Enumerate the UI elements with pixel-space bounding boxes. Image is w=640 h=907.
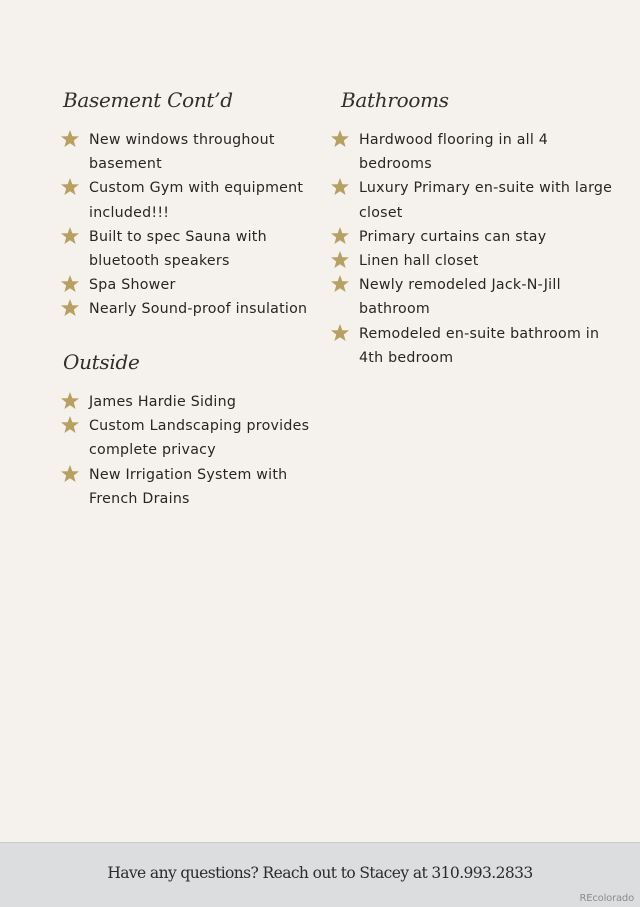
star-icon bbox=[330, 129, 350, 149]
star-icon bbox=[330, 250, 350, 270]
star-icon bbox=[60, 391, 80, 411]
star-icon bbox=[330, 274, 350, 294]
section-title-basement: Basement Cont’d bbox=[63, 88, 233, 112]
basement-list bbox=[60, 128, 322, 322]
list-item-text: Spa Shower bbox=[89, 277, 176, 294]
list-item bbox=[60, 128, 322, 176]
list-item-text: Hardwood flooring in all 4 bedrooms bbox=[359, 132, 549, 173]
star-icon bbox=[330, 177, 350, 197]
star-icon bbox=[60, 274, 80, 294]
list-item bbox=[60, 225, 322, 273]
star-icon bbox=[60, 298, 80, 318]
list-item bbox=[330, 322, 620, 370]
star-icon bbox=[60, 464, 80, 484]
list-item-text: Remodeled en-suite bathroom in 4th bedroom bbox=[359, 325, 600, 366]
footer-bar bbox=[0, 842, 640, 907]
star-icon bbox=[60, 415, 80, 435]
basement-section bbox=[60, 88, 322, 322]
list-item-text: Custom Landscaping provides complete privacy bbox=[89, 418, 310, 459]
star-icon bbox=[60, 226, 80, 246]
list-item bbox=[60, 297, 322, 321]
list-item bbox=[330, 249, 620, 273]
list-item-text: James Hardie Siding bbox=[89, 394, 237, 410]
list-item bbox=[60, 463, 322, 511]
list-item bbox=[60, 390, 322, 414]
outside-list bbox=[60, 390, 322, 511]
list-item-text: Nearly Sound-proof insulation bbox=[89, 301, 308, 318]
list-item-text: Luxury Primary en-suite with large closet bbox=[359, 180, 613, 221]
section-title-bathrooms: Bathrooms bbox=[341, 88, 449, 112]
list-item-text: Linen hall closet bbox=[359, 253, 479, 270]
list-item-text: New Irrigation System with French Drains bbox=[89, 466, 288, 507]
star-icon bbox=[60, 129, 80, 149]
list-item-text: Primary curtains can stay bbox=[359, 228, 547, 245]
list-item bbox=[330, 128, 620, 176]
section-title-outside: Outside bbox=[63, 350, 140, 374]
list-item-text: Custom Gym with equipment included!!! bbox=[89, 180, 304, 221]
list-item bbox=[60, 273, 322, 297]
list-item-text: New windows throughout basement bbox=[89, 132, 275, 173]
star-icon bbox=[60, 177, 80, 197]
list-item bbox=[60, 176, 322, 224]
contact-text: Have any questions? Reach out to Stacey at 310.993.2833 bbox=[107, 864, 533, 882]
outside-section bbox=[60, 350, 322, 511]
star-icon bbox=[330, 323, 350, 343]
list-item bbox=[330, 176, 620, 224]
bathrooms-section bbox=[330, 88, 620, 370]
list-item-text: Newly remodeled Jack-N-Jill bathroom bbox=[359, 277, 561, 318]
watermark: REcolorado bbox=[579, 893, 634, 904]
list-item bbox=[60, 414, 322, 462]
list-item bbox=[330, 273, 620, 321]
list-item bbox=[330, 225, 620, 249]
bathrooms-list bbox=[330, 128, 620, 370]
star-icon bbox=[330, 226, 350, 246]
list-item-text: Built to spec Sauna with bluetooth speakers bbox=[89, 228, 267, 270]
